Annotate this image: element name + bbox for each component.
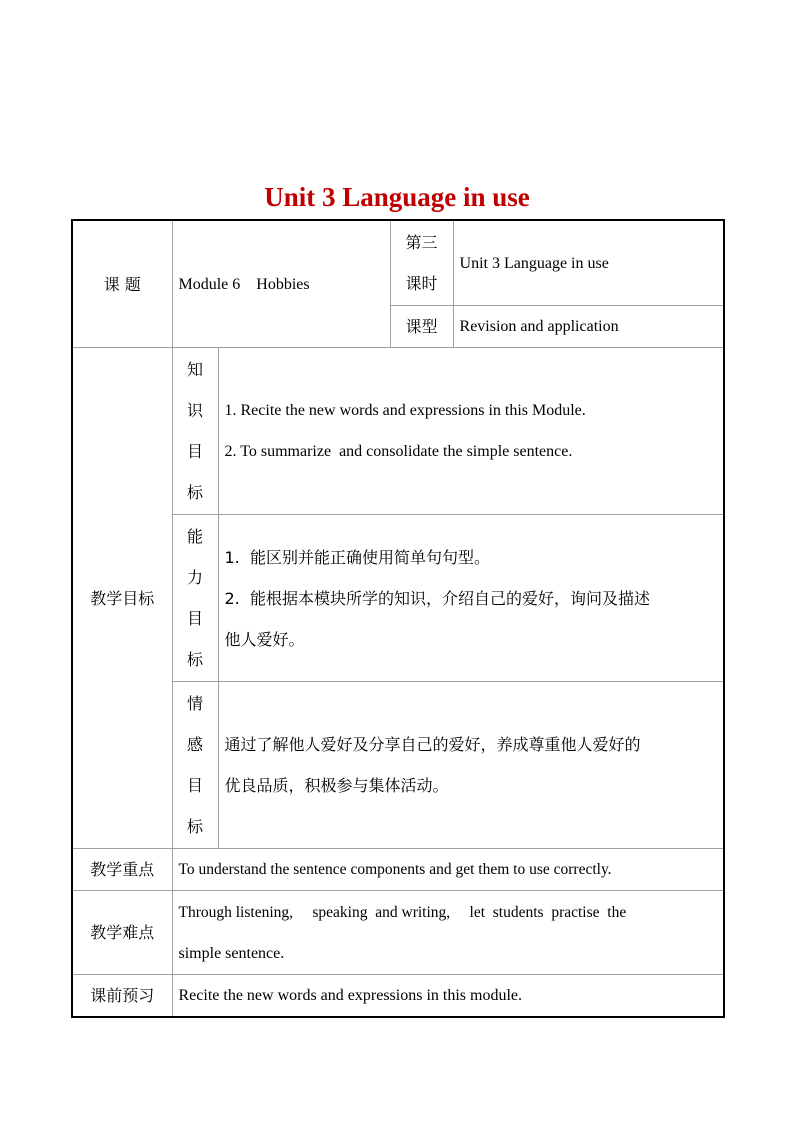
objectives-label: 教学目标: [72, 348, 172, 849]
topic-value: Module 6 Hobbies: [172, 220, 390, 348]
difficulty-label: 教学难点: [72, 891, 172, 975]
preview-value: Recite the new words and expressions in this module.: [172, 975, 724, 1018]
difficulty-line-2: simple sentence.: [178, 944, 285, 962]
emotion-content: [218, 682, 724, 849]
table-row-difficulty: [72, 891, 724, 975]
knowledge-line-2: 2. To summarize and consolidate the simple sentence.: [224, 443, 573, 460]
ability-line-2: 2. 能根据本模块所学的知识，介绍自己的爱好，询问及描述: [224, 588, 650, 608]
type-label: 课型: [390, 306, 453, 348]
preview-label: 课前预习: [72, 975, 172, 1018]
table-row-key-point: [72, 849, 724, 891]
difficulty-content: [172, 891, 724, 975]
ability-label: 能 力 目 标: [172, 515, 218, 682]
knowledge-content: [218, 348, 724, 515]
emotion-label: 情 感 目 标: [172, 682, 218, 849]
table-row-topic-period: [72, 220, 724, 306]
period-value: Unit 3 Language in use: [453, 220, 724, 306]
emotion-line-1: 通过了解他人爱好及分享自己的爱好，养成尊重他人爱好的: [224, 735, 641, 754]
emotion-line-2: 优良品质，积极参与集体活动。: [224, 776, 449, 795]
ability-line-1: 1. 能区别并能正确使用简单句句型。: [224, 547, 490, 567]
table-row-preview: [72, 975, 724, 1018]
knowledge-label: 知 识 目 标: [172, 348, 218, 515]
period-label: 第三 课时: [390, 220, 453, 306]
ability-line-3: 他人爱好。: [224, 629, 305, 649]
table-row-knowledge: [72, 348, 724, 515]
lesson-plan-table: [71, 219, 725, 1018]
type-value: Revision and application: [453, 306, 724, 348]
difficulty-line-1: Through listening, speaking and writing, let students practise the: [178, 903, 627, 921]
key-point-value: To understand the sentence components and get them to use correctly.: [172, 849, 724, 891]
key-point-label: 教学重点: [72, 849, 172, 891]
document-title: Unit 3 Language in use: [264, 182, 530, 212]
topic-label: 课 题: [72, 220, 172, 348]
ability-content: [218, 515, 724, 682]
knowledge-line-1: 1. Recite the new words and expressions in this Module.: [224, 402, 586, 419]
